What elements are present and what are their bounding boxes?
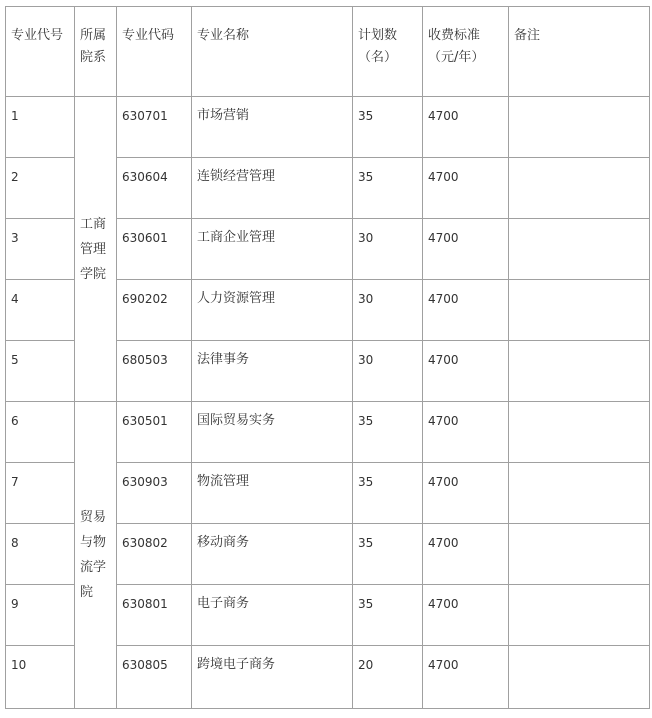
cell-plan: 35	[353, 524, 423, 585]
cell-major-code: 680503	[117, 341, 192, 402]
cell-major-code: 630801	[117, 585, 192, 646]
cell-code: 3	[6, 219, 75, 280]
header-fee: 收费标准（元/年）	[423, 7, 509, 97]
cell-note	[509, 280, 650, 341]
cell-plan: 35	[353, 463, 423, 524]
cell-major-name: 法律事务	[192, 341, 353, 402]
cell-fee: 4700	[423, 463, 509, 524]
header-note: 备注	[509, 7, 650, 97]
cell-fee: 4700	[423, 219, 509, 280]
table-body	[6, 97, 650, 709]
cell-note	[509, 97, 650, 158]
cell-plan: 35	[353, 585, 423, 646]
cell-plan: 35	[353, 158, 423, 219]
cell-major-name: 人力资源管理	[192, 280, 353, 341]
cell-code: 2	[6, 158, 75, 219]
cell-fee: 4700	[423, 524, 509, 585]
cell-fee: 4700	[423, 585, 509, 646]
cell-major-name: 移动商务	[192, 524, 353, 585]
cell-note	[509, 524, 650, 585]
cell-note	[509, 341, 650, 402]
cell-fee: 4700	[423, 341, 509, 402]
cell-plan: 30	[353, 219, 423, 280]
cell-fee: 4700	[423, 280, 509, 341]
cell-major-name: 物流管理	[192, 463, 353, 524]
cell-fee: 4700	[423, 646, 509, 709]
cell-code: 5	[6, 341, 75, 402]
cell-note	[509, 402, 650, 463]
cell-note	[509, 158, 650, 219]
cell-note	[509, 585, 650, 646]
cell-code: 4	[6, 280, 75, 341]
header-major-code: 专业代码	[117, 7, 192, 97]
cell-major-name: 跨境电子商务	[192, 646, 353, 709]
cell-code: 10	[6, 646, 75, 709]
cell-college: 工商管理学院	[75, 97, 117, 402]
cell-major-code: 630501	[117, 402, 192, 463]
cell-fee: 4700	[423, 97, 509, 158]
cell-code: 7	[6, 463, 75, 524]
cell-major-code: 630903	[117, 463, 192, 524]
header-major-name: 专业名称	[192, 7, 353, 97]
header-college: 所属院系	[75, 7, 117, 97]
cell-major-name: 连锁经营管理	[192, 158, 353, 219]
cell-code: 1	[6, 97, 75, 158]
cell-major-name: 市场营销	[192, 97, 353, 158]
cell-note	[509, 219, 650, 280]
cell-plan: 20	[353, 646, 423, 709]
table-row	[6, 97, 650, 158]
cell-major-code: 630802	[117, 524, 192, 585]
header-code: 专业代号	[6, 7, 75, 97]
cell-major-name: 国际贸易实务	[192, 402, 353, 463]
cell-fee: 4700	[423, 158, 509, 219]
cell-major-code: 630805	[117, 646, 192, 709]
cell-major-name: 电子商务	[192, 585, 353, 646]
cell-note	[509, 646, 650, 709]
enrollment-plan-table	[5, 6, 650, 709]
header-plan: 计划数（名）	[353, 7, 423, 97]
cell-major-code: 630604	[117, 158, 192, 219]
cell-major-code: 690202	[117, 280, 192, 341]
cell-plan: 30	[353, 341, 423, 402]
cell-code: 6	[6, 402, 75, 463]
cell-plan: 35	[353, 402, 423, 463]
cell-major-name: 工商企业管理	[192, 219, 353, 280]
cell-code: 9	[6, 585, 75, 646]
header-row	[6, 7, 650, 97]
cell-note	[509, 463, 650, 524]
cell-college: 贸易与物流学院	[75, 402, 117, 709]
cell-fee: 4700	[423, 402, 509, 463]
cell-plan: 30	[353, 280, 423, 341]
cell-plan: 35	[353, 97, 423, 158]
cell-major-code: 630701	[117, 97, 192, 158]
cell-major-code: 630601	[117, 219, 192, 280]
table-row	[6, 402, 650, 463]
cell-code: 8	[6, 524, 75, 585]
